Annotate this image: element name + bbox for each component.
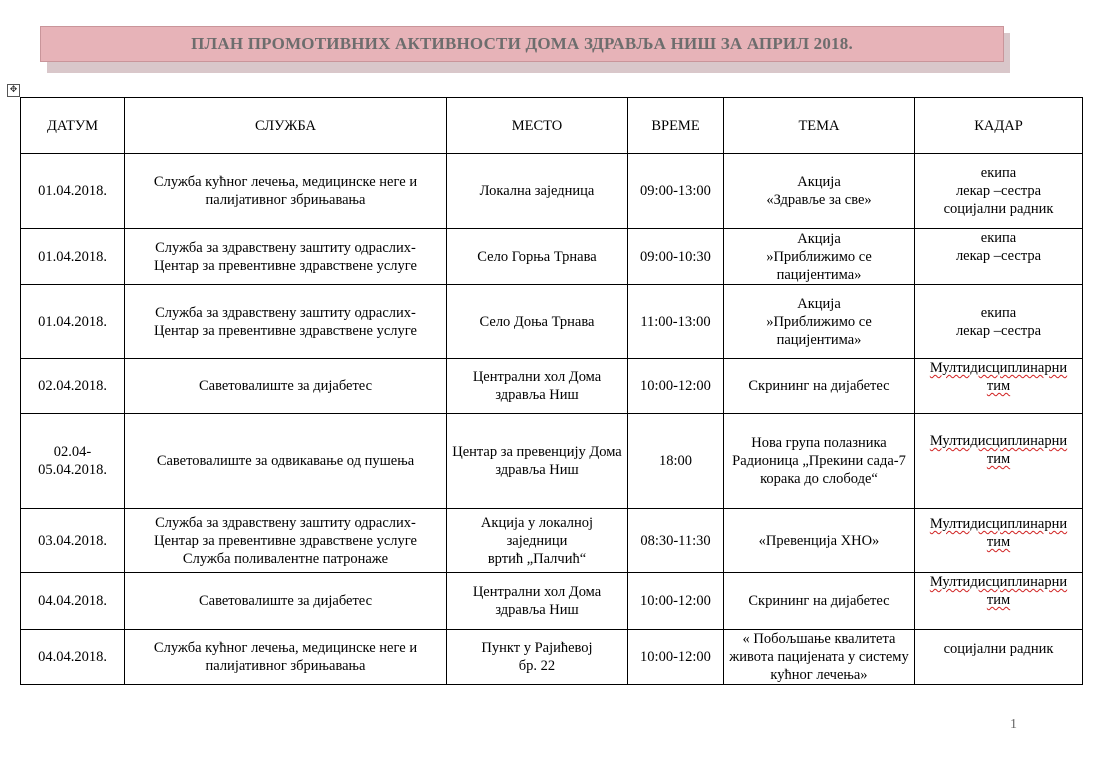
cell-kadar: Мултидисциплинарни тим xyxy=(929,516,1068,550)
cell-mesto: Село Горња Трнава xyxy=(447,229,628,285)
activities-table xyxy=(20,97,1083,685)
table-header-row xyxy=(21,98,1083,154)
cell-tema: Акција «Здравље за све» xyxy=(724,154,915,229)
header-kadar: КАДАР xyxy=(915,98,1083,154)
cell-datum: 01.04.2018. xyxy=(21,285,125,359)
cell-datum: 02.04- 05.04.2018. xyxy=(21,414,125,509)
cell-datum: 02.04.2018. xyxy=(21,359,125,414)
cell-sluzba: Служба за здравствену заштиту одраслих- Центар за превентивне здравствене услуге Служба поливалентне патронаже xyxy=(125,509,447,573)
header-datum: ДАТУМ xyxy=(21,98,125,154)
cell-vreme: 09:00-13:00 xyxy=(628,154,724,229)
cell-kadar: социјални радник xyxy=(915,630,1083,685)
cell-kadar: Мултидисциплинарни тим xyxy=(929,360,1068,394)
cell-kadar: екипа лекар –сестра социјални радник xyxy=(915,154,1083,229)
cell-sluzba: Саветовалиште за дијабетес xyxy=(125,573,447,630)
cell-tema: Нова група полазника Радионица „Прекини сада-7 корака до слободе“ xyxy=(724,414,915,509)
cell-mesto: Централни хол Дома здравља Ниш xyxy=(447,573,628,630)
cell-sluzba: Служба за здравствену заштиту одраслих- Центар за превентивне здравствене услуге xyxy=(125,285,447,359)
cell-tema: Скрининг на дијабетес xyxy=(724,573,915,630)
cell-kadar: екипа лекар –сестра xyxy=(915,285,1083,359)
cell-datum: 01.04.2018. xyxy=(21,229,125,285)
cell-datum: 01.04.2018. xyxy=(21,154,125,229)
header-sluzba: СЛУЖБА xyxy=(125,98,447,154)
table-row xyxy=(21,509,1083,573)
cell-mesto: Пункт у Рајићевој бр. 22 xyxy=(447,630,628,685)
cell-sluzba: Служба за здравствену заштиту одраслих- Центар за превентивне здравствене услуге xyxy=(125,229,447,285)
cell-tema: « Побољшање квалитета живота пацијената у систему кућног лечења» xyxy=(724,630,915,685)
cell-tema: «Превенција ХНО» xyxy=(724,509,915,573)
cell-mesto: Село Доња Трнава xyxy=(447,285,628,359)
cell-vreme: 18:00 xyxy=(628,414,724,509)
cell-sluzba: Саветовалиште за одвикавање од пушења xyxy=(125,414,447,509)
cell-mesto: Акција у локалној заједници вртић „Палчић“ xyxy=(447,509,628,573)
cell-datum: 03.04.2018. xyxy=(21,509,125,573)
cell-tema: Акција »Приближимо се пацијентима» xyxy=(724,229,915,285)
header-tema: ТЕМА xyxy=(724,98,915,154)
page-number: 1 xyxy=(1010,717,1017,732)
cell-kadar: екипа лекар –сестра xyxy=(915,229,1083,285)
table-row xyxy=(21,359,1083,414)
cell-tema: Акција »Приближимо се пацијентима» xyxy=(724,285,915,359)
cell-tema: Скрининг на дијабетес xyxy=(724,359,915,414)
cell-vreme: 10:00-12:00 xyxy=(628,630,724,685)
cell-sluzba: Саветовалиште за дијабетес xyxy=(125,359,447,414)
table-row xyxy=(21,154,1083,229)
table-row xyxy=(21,285,1083,359)
table-move-handle-icon[interactable]: ✥ xyxy=(7,84,20,97)
cell-sluzba: Служба кућног лечења, медицинске неге и палијативног збрињавања xyxy=(125,630,447,685)
cell-mesto: Локална заједница xyxy=(447,154,628,229)
cell-datum: 04.04.2018. xyxy=(21,573,125,630)
cell-vreme: 08:30-11:30 xyxy=(628,509,724,573)
header-mesto: МЕСТО xyxy=(447,98,628,154)
cell-vreme: 10:00-12:00 xyxy=(628,573,724,630)
header-vreme: ВРЕМЕ xyxy=(628,98,724,154)
cell-vreme: 09:00-10:30 xyxy=(628,229,724,285)
cell-mesto: Центар за превенцију Дома здравља Ниш xyxy=(447,414,628,509)
cell-mesto: Централни хол Дома здравља Ниш xyxy=(447,359,628,414)
cell-kadar: Мултидисциплинарни тим xyxy=(929,574,1068,608)
page-title: ПЛАН ПРОМОТИВНИХ АКТИВНОСТИ ДОМА ЗДРАВЉА НИШ ЗА АПРИЛ 2018. xyxy=(40,26,1004,62)
table-row xyxy=(21,229,1083,285)
cell-kadar: Мултидисциплинарни тим xyxy=(929,433,1068,467)
cell-datum: 04.04.2018. xyxy=(21,630,125,685)
table-row xyxy=(21,414,1083,509)
table-row xyxy=(21,630,1083,685)
cell-vreme: 11:00-13:00 xyxy=(628,285,724,359)
table-row xyxy=(21,573,1083,630)
cell-vreme: 10:00-12:00 xyxy=(628,359,724,414)
cell-sluzba: Служба кућног лечења, медицинске неге и палијативног збрињавања xyxy=(125,154,447,229)
